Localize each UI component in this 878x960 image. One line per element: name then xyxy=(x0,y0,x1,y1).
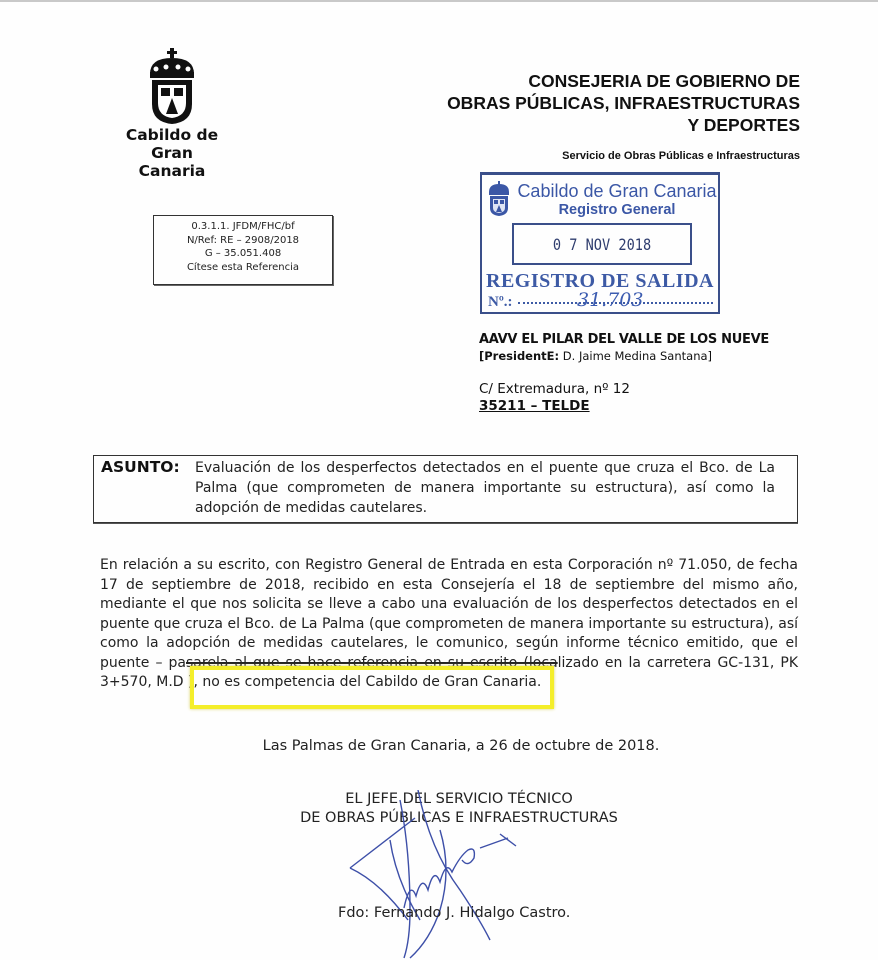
handwritten-signature-icon xyxy=(340,790,530,960)
recipient-address xyxy=(479,332,769,414)
recipient-president xyxy=(479,349,769,363)
stamp-date: 0 7 NOV 2018 xyxy=(552,235,652,254)
registry-stamp xyxy=(480,172,720,314)
signatory-title-1: EL JEFE DEL SERVICIO TÉCNICO xyxy=(345,791,573,807)
stamp-type: REGISTRO DE SALIDA xyxy=(486,270,714,292)
signatory-title-2: DE OBRAS PÚBLICAS E INFRAESTRUCTURAS xyxy=(300,810,618,826)
stamp-date-box xyxy=(512,223,692,265)
logo-line-2: Gran Canaria xyxy=(138,144,206,180)
subject-box xyxy=(93,455,798,523)
reference-g: G – 35.051.408 xyxy=(204,248,282,259)
recipient-street: C/ Extremadura, nº 12 xyxy=(479,381,630,397)
reference-code: 0.3.1.1. JFDM/FHC/bf xyxy=(191,221,295,232)
highlight-box xyxy=(190,666,554,709)
subject-text: Evaluación de los desperfectos detectados en el puente que cruza el Bco. de La Palma (que comprometen de manera importante su estructura), así como la adopción de medidas cautelares. xyxy=(195,460,775,516)
reference-note: Cítese esta Referencia xyxy=(186,261,300,273)
stamp-number-label: Nº.: xyxy=(488,294,513,310)
signed-by: Fdo: Fernando J. Hidalgo Castro. xyxy=(338,905,571,921)
stamp-crest-icon xyxy=(487,181,511,217)
recipient-city: 35211 – TELDE xyxy=(479,398,590,414)
logo-text xyxy=(117,126,227,180)
subject-label: ASUNTO: xyxy=(101,458,180,476)
service-name: Servicio de Obras Públicas e Infraestructuras xyxy=(562,150,800,162)
header-line-2: OBRAS PÚBLICAS, INFRAESTRUCTURAS xyxy=(447,93,800,113)
body-text-2: lizado en la carretera GC-131, PK 3+570, M.D ), no es competencia del Cabildo de Gran Canaria. xyxy=(100,654,799,690)
body-text-struck: sarela al que se hace referencia en su escrito (loca xyxy=(186,654,558,671)
body-text-1: En relación a su escrito, con Registro General de Entrada en esta Corporación nº 71.050, de fecha 17 de septiembre de 2018, recibido en esta Consejería el 18 de septiembre del mismo año, mediante el que nos solicita se lleve a cabo una evaluación de los desperfectos detectados en el puente que cruza el Bco. de La Palma (que comprometen de manera importante su estructura), así como la adopción de medidas cautelares, le comunico, según informe técnico emitido, que el puente – pa xyxy=(100,557,798,671)
logo-line-1: Cabildo de xyxy=(125,126,219,144)
stamp-title: Cabildo de Gran Canaria xyxy=(517,181,717,201)
header-line-1: CONSEJERIA DE GOBIERNO DE xyxy=(528,71,800,91)
scan-edge xyxy=(0,0,878,2)
reference-box xyxy=(153,215,333,285)
reference-number: N/Ref: RE – 2908/2018 xyxy=(186,234,300,246)
president-name: D. Jaime Medina Santana] xyxy=(562,349,713,363)
header-line-3: Y DEPORTES xyxy=(687,115,800,135)
recipient-name: AAVV EL PILAR DEL VALLE DE LOS NUEVE xyxy=(479,332,769,347)
coat-of-arms-icon xyxy=(144,48,200,126)
department-header xyxy=(447,70,800,136)
stamp-number-value: 31.703 xyxy=(577,289,644,311)
stamp-subtitle: Registro General xyxy=(558,202,676,218)
place-date: Las Palmas de Gran Canaria, a 26 de octubre de 2018. xyxy=(262,738,660,754)
president-label: [PresidentE: xyxy=(479,349,560,363)
